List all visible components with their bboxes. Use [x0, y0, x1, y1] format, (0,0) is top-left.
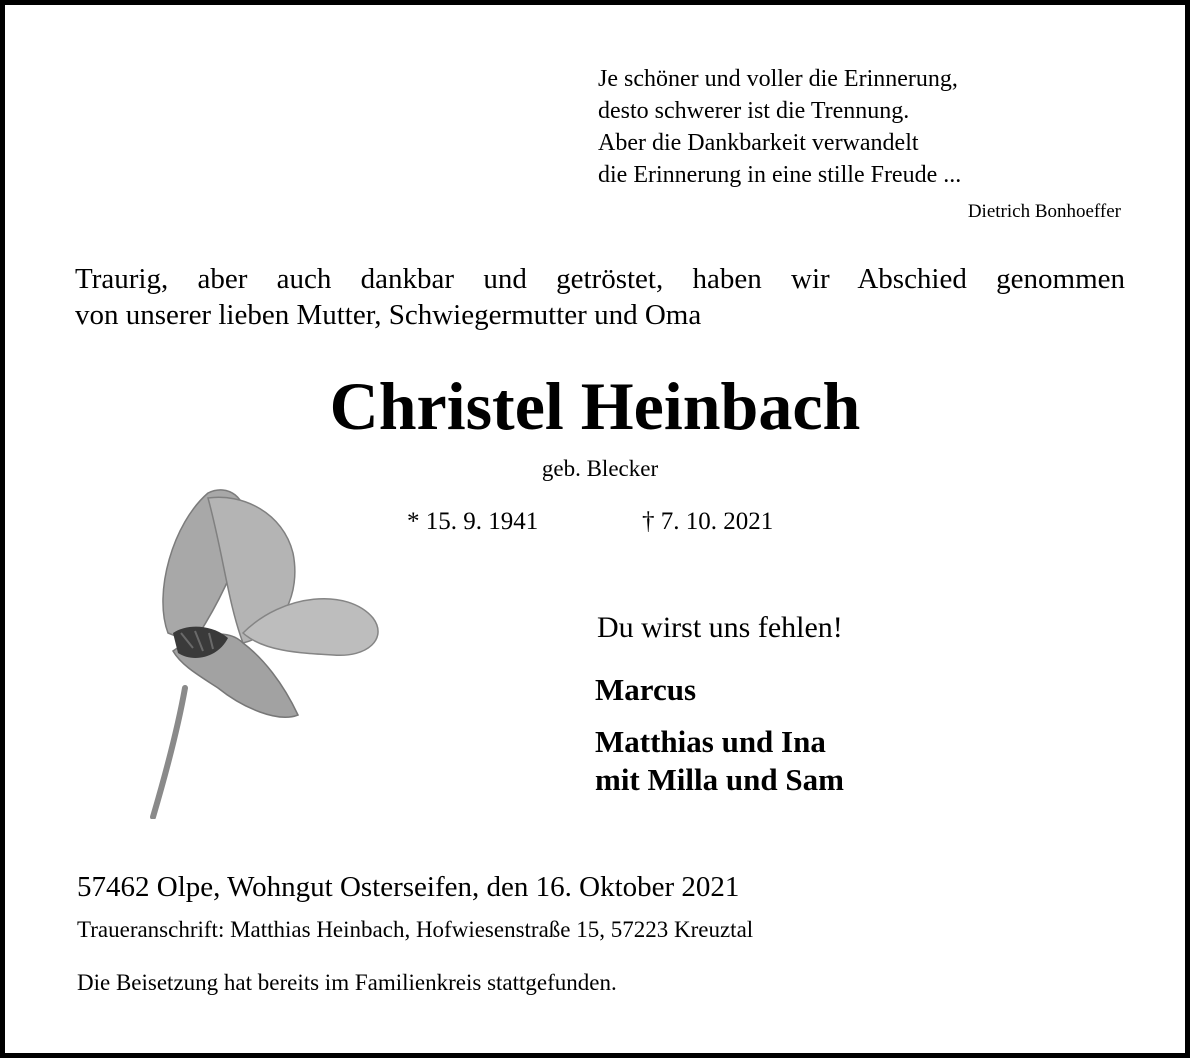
quote-line: desto schwerer ist die Trennung. — [598, 98, 910, 124]
maiden-name: geb. Blecker — [541, 456, 659, 481]
mourning-address: Traueranschrift: Matthias Heinbach, Hofwiesenstraße 15, 57223 Kreuztal — [77, 917, 754, 942]
birth-date: * 15. 9. 1941 — [407, 508, 539, 535]
intro-line: Traurig, aber auch dankbar und getröstet, haben wir Abschied genommen — [75, 263, 1125, 295]
place-date: 57462 Olpe, Wohngut Osterseifen, den 16. Oktober 2021 — [77, 871, 740, 903]
death-date: † 7. 10. 2021 — [642, 508, 774, 535]
burial-note: Die Beisetzung hat bereits im Familienkreis stattgefunden. — [77, 970, 617, 995]
farewell-message: Du wirst uns fehlen! — [597, 611, 843, 644]
intro-line: von unserer lieben Mutter, Schwiegermutter und Oma — [75, 299, 702, 331]
tulip-icon — [133, 483, 393, 819]
quote-line: die Erinnerung in eine stille Freude ... — [598, 162, 962, 188]
quote-line: Je schöner und voller die Erinnerung, — [598, 66, 958, 92]
family-member: Marcus — [595, 672, 697, 707]
intro-text — [75, 261, 1125, 333]
bonhoeffer-quote — [598, 63, 961, 191]
deceased-name: Christel Heinbach — [329, 368, 861, 444]
family-member: mit Milla und Sam — [595, 762, 844, 797]
quote-author: Dietrich Bonhoeffer — [967, 201, 1121, 222]
family-member: Matthias und Ina — [595, 724, 826, 759]
quote-line: Aber die Dankbarkeit verwandelt — [598, 130, 919, 156]
